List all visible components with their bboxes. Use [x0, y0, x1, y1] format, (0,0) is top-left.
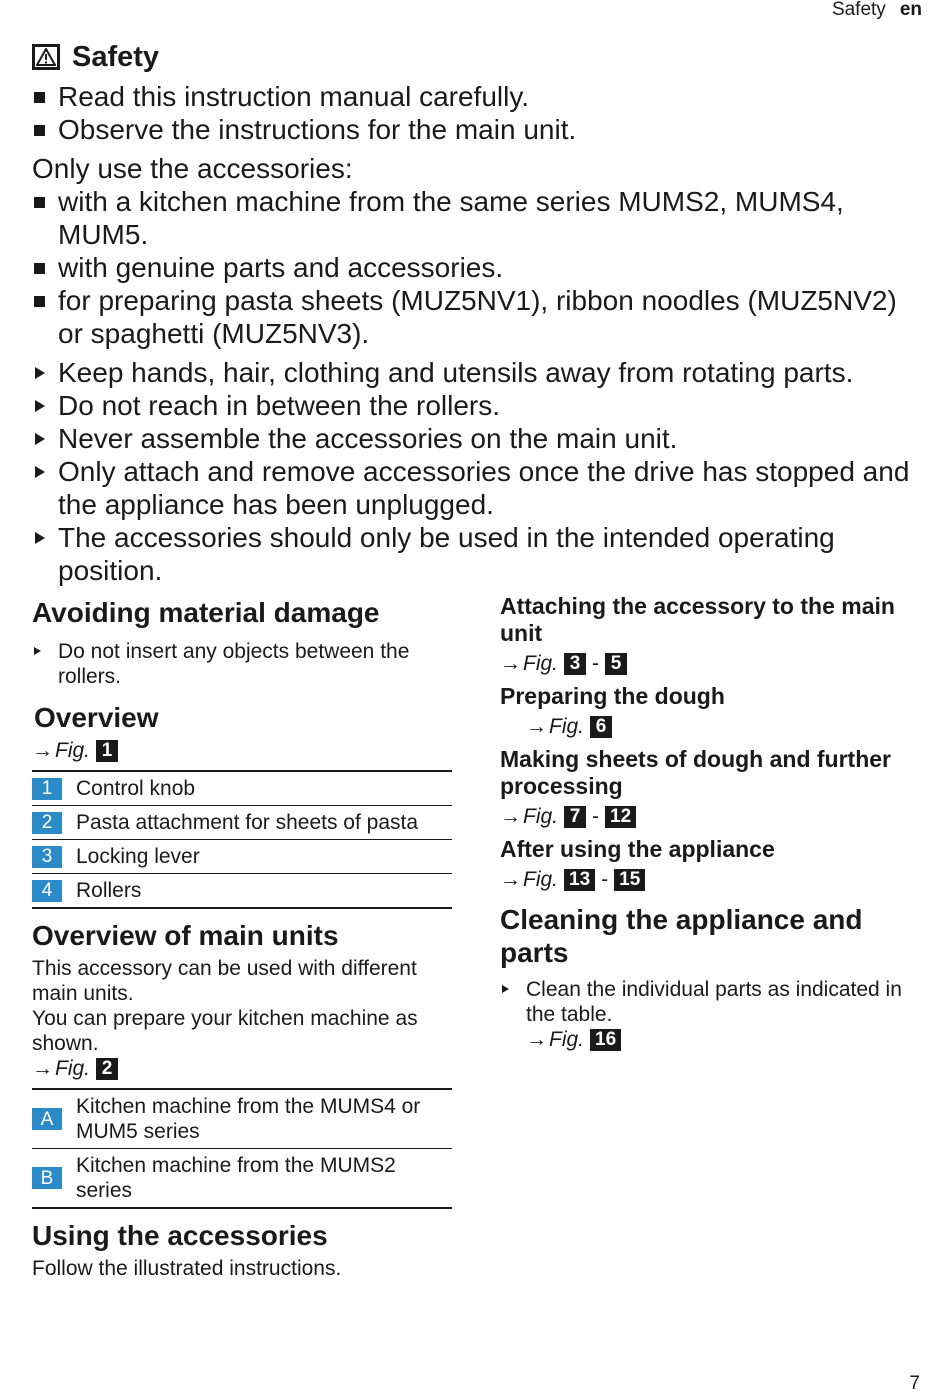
use-condition-item: with a kitchen machine from the same series MUMS2, MUMS4, MUM5.	[32, 185, 922, 251]
range-separator: -	[592, 652, 600, 675]
figure-number: 13	[564, 869, 595, 891]
figure-number: 5	[605, 653, 627, 675]
safety-title: Safety	[72, 41, 160, 73]
main-units-table	[32, 1088, 452, 1209]
figure-reference	[500, 651, 920, 677]
figure-reference	[500, 1027, 920, 1053]
arrow-icon: →	[500, 652, 521, 675]
overview-heading: Overview	[34, 702, 159, 733]
position-letter: A	[32, 1108, 62, 1130]
attaching-heading: Attaching the accessory to the main unit	[500, 593, 895, 646]
main-units-text: You can prepare your kitchen machine as shown.	[32, 1007, 418, 1055]
position-letter: B	[32, 1167, 62, 1189]
warning-item: Only attach and remove accessories once the drive has stopped and the appliance has been unplugged.	[32, 455, 922, 521]
table-row	[32, 840, 452, 874]
cleaning-heading: Cleaning the appliance and parts	[500, 904, 863, 968]
header-section: Safety	[831, 0, 886, 20]
instruction-item: Read this instruction manual carefully.	[32, 80, 922, 113]
fig-label: Fig.	[549, 715, 585, 738]
safety-section	[32, 40, 922, 587]
row-label: Pasta attachment for sheets of pasta	[76, 811, 419, 834]
header-language: en	[899, 0, 922, 20]
fig-label: Fig.	[55, 739, 91, 762]
page-number: 7	[909, 1373, 920, 1392]
main-units-text: This accessory can be used with different main units.	[32, 957, 417, 1005]
warning-item: Never assemble the accessories on the main unit.	[32, 422, 922, 455]
warning-item: Do not reach in between the rollers.	[32, 389, 922, 422]
using-heading: Using the accessories	[32, 1220, 328, 1251]
left-column	[32, 596, 452, 1281]
page-header	[832, 0, 922, 20]
arrow-icon: →	[500, 805, 521, 828]
position-number: 2	[32, 812, 62, 834]
row-label: Locking lever	[76, 845, 200, 868]
using-text: Follow the illustrated instructions.	[32, 1257, 342, 1280]
position-number: 3	[32, 846, 62, 868]
table-row	[32, 1149, 452, 1209]
warning-item: The accessories should only be used in the intended operating position.	[32, 521, 922, 587]
dough-heading: Preparing the dough	[500, 683, 725, 709]
overview-table	[32, 770, 452, 909]
table-row	[32, 1090, 452, 1149]
table-row	[32, 874, 452, 909]
cleaning-item: Clean the individual parts as indicated in the table.	[500, 977, 920, 1027]
figure-number: 15	[614, 869, 645, 891]
figure-reference	[500, 714, 920, 740]
row-label: Rollers	[76, 879, 142, 902]
safety-heading	[32, 40, 922, 74]
arrow-icon: →	[500, 868, 521, 891]
after-heading: After using the appliance	[500, 836, 775, 862]
fig-label: Fig.	[523, 868, 559, 891]
figure-number: 3	[564, 653, 586, 675]
range-separator: -	[601, 868, 609, 891]
position-number: 4	[32, 880, 62, 902]
instruction-item: Observe the instructions for the main unit.	[32, 113, 922, 146]
fig-label: Fig.	[523, 652, 559, 675]
arrow-icon: →	[32, 739, 53, 762]
fig-label: Fig.	[523, 805, 559, 828]
arrow-icon: →	[526, 1028, 547, 1051]
figure-reference	[500, 867, 920, 893]
range-separator: -	[592, 805, 600, 828]
table-row	[32, 806, 452, 840]
use-condition-item: with genuine parts and accessories.	[32, 251, 922, 284]
arrow-icon: →	[526, 715, 547, 738]
use-intro: Only use the accessories:	[32, 153, 353, 184]
right-column	[500, 593, 920, 1053]
warning-item: Keep hands, hair, clothing and utensils away from rotating parts.	[32, 356, 922, 389]
row-label: Kitchen machine from the MUMS2 series	[76, 1154, 396, 1202]
row-label: Control knob	[76, 777, 196, 800]
figure-number: 12	[605, 806, 636, 828]
warning-icon	[32, 44, 60, 70]
position-number: 1	[32, 778, 62, 800]
figure-number: 1	[96, 740, 118, 762]
table-row	[32, 772, 452, 806]
figure-number: 16	[590, 1029, 621, 1051]
row-label: Kitchen machine from the MUMS4 or MUM5 series	[76, 1095, 421, 1143]
material-damage-item: Do not insert any objects between the rollers.	[32, 639, 452, 689]
fig-label: Fig.	[55, 1057, 91, 1080]
arrow-icon: →	[32, 1057, 53, 1080]
figure-number: 2	[96, 1058, 118, 1080]
figure-number: 6	[590, 716, 612, 738]
figure-number: 7	[564, 806, 586, 828]
use-condition-item: for preparing pasta sheets (MUZ5NV1), ribbon noodles (MUZ5NV2) or spaghetti (MUZ5NV3).	[32, 284, 922, 350]
figure-reference	[32, 1056, 452, 1082]
material-damage-heading: Avoiding material damage	[32, 597, 380, 628]
main-units-heading: Overview of main units	[32, 920, 339, 951]
figure-reference	[32, 738, 452, 764]
sheets-heading: Making sheets of dough and further processing	[500, 746, 892, 799]
fig-label: Fig.	[549, 1028, 585, 1051]
figure-reference	[500, 804, 920, 830]
